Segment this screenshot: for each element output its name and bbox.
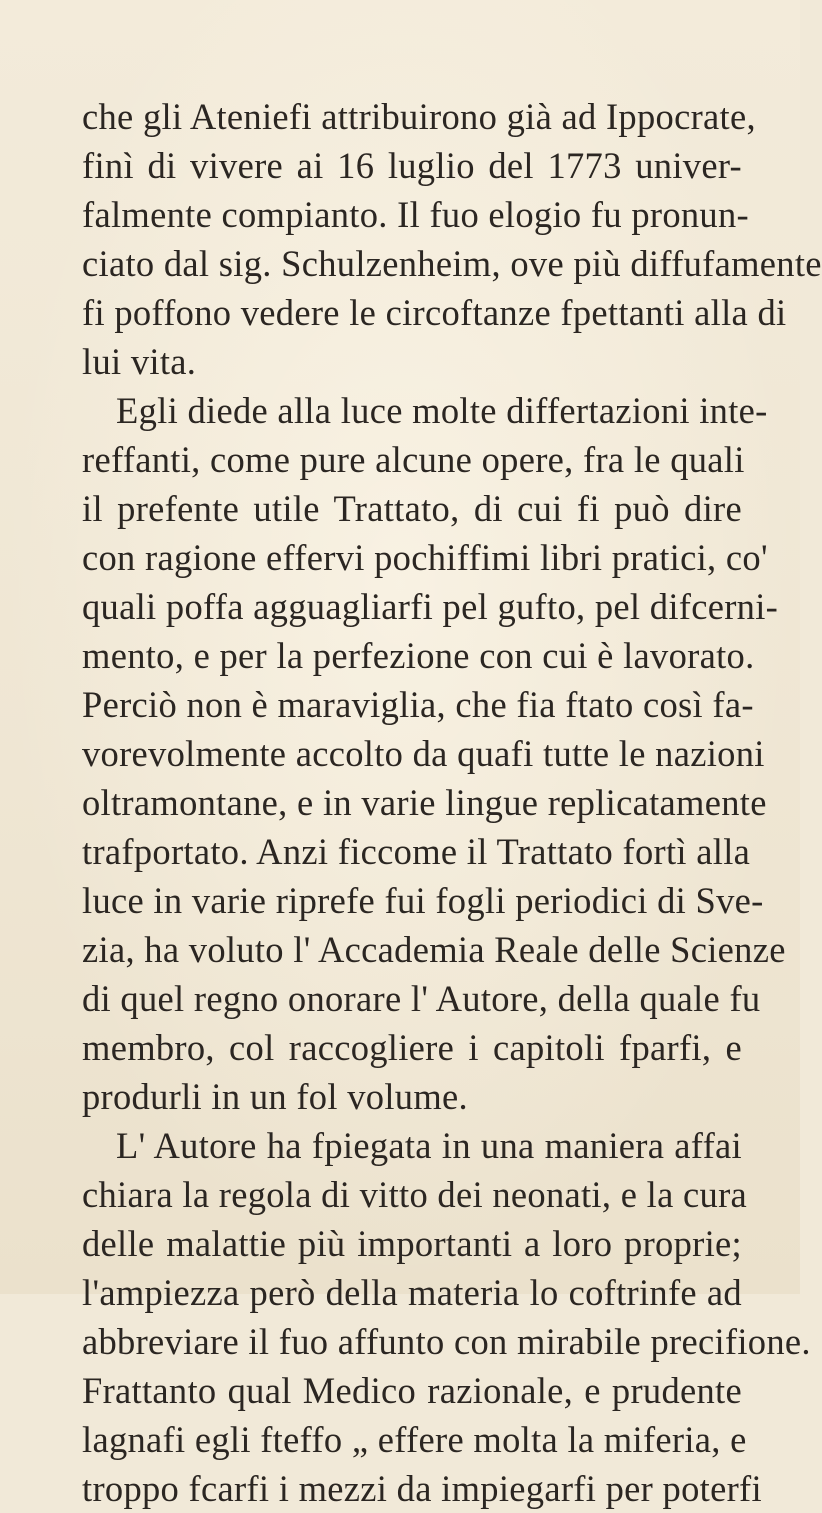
text-line: chiara la regola di vitto dei neonati, e la cura — [82, 1174, 748, 1215]
paragraph-start-line: L' Autore ha fpiegata in una maniera affai — [116, 1125, 742, 1166]
text-line: lui vita. — [82, 341, 197, 382]
text-line: lagnafi egli fteffo „ effere molta la miferia, e — [82, 1419, 747, 1460]
text-line: quali poffa agguagliarfi pel gufto, pel difcerni- — [82, 586, 779, 627]
text-line: falmente compianto. Il fuo elogio fu pronun- — [82, 194, 749, 235]
text-line: zia, ha voluto l' Accademia Reale delle Scienze — [82, 929, 786, 970]
paragraph-start-line: Egli diede alla luce molte differtazioni inte- — [116, 390, 768, 431]
text-line: finì di vivere ai 16 luglio del 1773 univer- — [82, 145, 742, 186]
text-line: con ragione effervi pochiffimi libri pratici, co' — [82, 537, 768, 578]
text-line: Perciò non è maraviglia, che fia ftato così fa- — [82, 684, 754, 725]
text-line: delle malattie più importanti a loro proprie; — [82, 1223, 742, 1264]
page-text — [82, 92, 822, 1513]
text-line: produrli in un fol volume. — [82, 1076, 468, 1117]
text-line: membro, col raccogliere i capitoli fparfi, e — [82, 1027, 742, 1068]
text-line: reffanti, come pure alcune opere, fra le quali — [82, 439, 745, 480]
text-line: ciato dal sig. Schulzenheim, ove più diffufamente — [82, 243, 822, 284]
text-line: mento, e per la perfezione con cui è lavorato. — [82, 635, 755, 676]
text-line: vorevolmente accolto da quafi tutte le nazioni — [82, 733, 765, 774]
text-line: l'ampiezza però della materia lo coftrinfe ad — [82, 1272, 742, 1313]
text-line: di quel regno onorare l' Autore, della quale fu — [82, 978, 761, 1019]
text-line: troppo fcarfi i mezzi da impiegarfi per poterfi — [82, 1468, 762, 1509]
text-line: abbreviare il fuo affunto con mirabile precifione. — [82, 1321, 811, 1362]
text-line: oltramontane, e in varie lingue replicatamente — [82, 782, 767, 823]
text-line: luce in varie riprefe fui fogli periodici di Sve- — [82, 880, 764, 921]
text-line: il prefente utile Trattato, di cui fi può dire — [82, 488, 742, 529]
text-line: Frattanto qual Medico razionale, e prudente — [82, 1370, 742, 1411]
text-line: trafportato. Anzi ficcome il Trattato fortì alla — [82, 831, 751, 872]
text-line: che gli Ateniefi attribuirono già ad Ippocrate, — [82, 96, 756, 137]
text-line: fi poffono vedere le circoftanze fpettanti alla di — [82, 292, 787, 333]
